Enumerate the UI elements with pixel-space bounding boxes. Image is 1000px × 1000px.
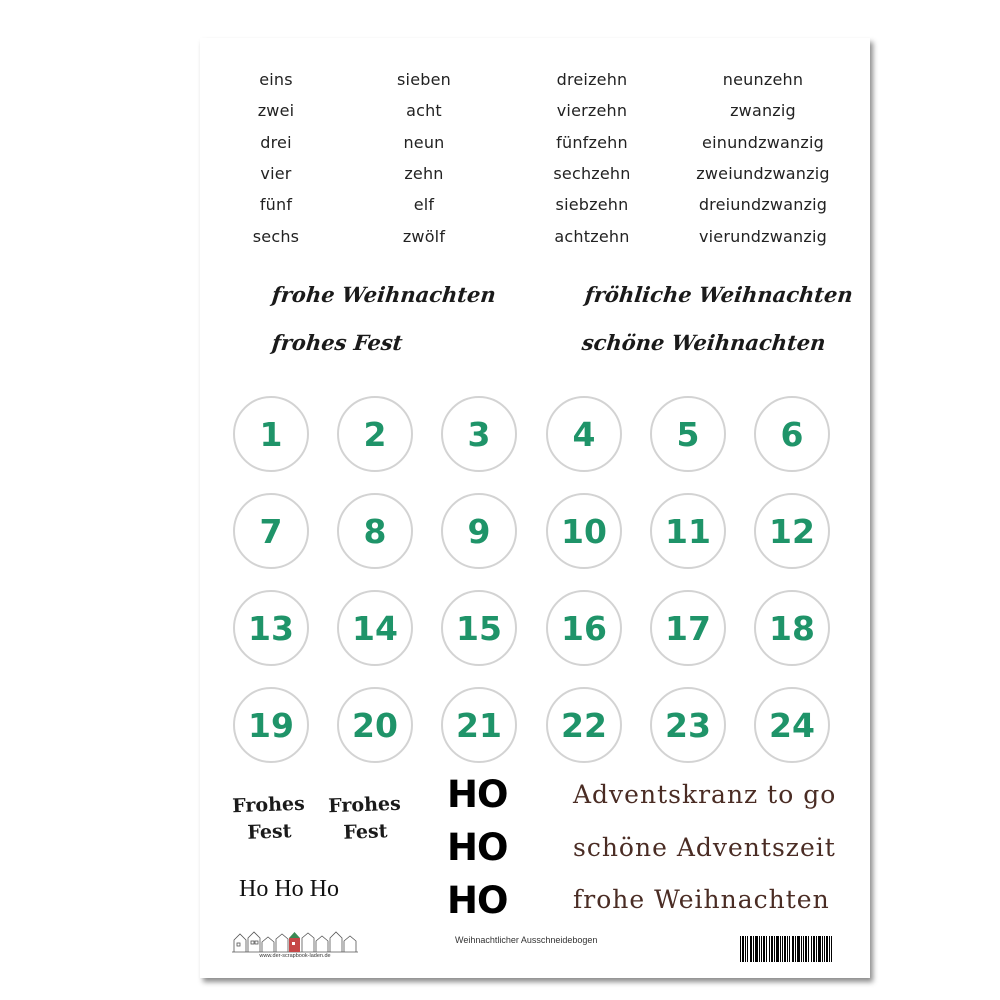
number-word: dreizehn	[556, 70, 628, 89]
number-word: zwei	[257, 101, 295, 120]
advent-number-circle: 1	[233, 396, 309, 472]
advent-number-circle: 6	[754, 396, 830, 472]
number-word: dreiundzwanzig	[698, 195, 828, 214]
number-word: zwanzig	[730, 101, 796, 120]
advent-number-circle: 8	[337, 493, 413, 569]
frohes-fest-line1: Frohes	[231, 792, 306, 818]
frohes-fest-badge	[324, 791, 406, 848]
advent-number-circle: 7	[233, 493, 309, 569]
frohes-fest-line2: Fest	[247, 820, 292, 844]
number-word: fünfzehn	[556, 133, 628, 152]
advent-number-circle: 10	[546, 493, 622, 569]
sheet-title: Weihnachtlicher Ausschneidebogen	[455, 935, 598, 945]
frohes-fest-line1: Frohes	[327, 792, 402, 818]
ho-word: HO	[447, 826, 508, 869]
phrase-adventszeit: schöne Adventszeit	[573, 833, 836, 862]
ho-word: HO	[447, 773, 508, 816]
advent-number-circle: 24	[754, 687, 830, 763]
advent-number-circle: 13	[233, 590, 309, 666]
phrase-frohe-weihnachten: frohe Weihnachten	[573, 885, 830, 914]
advent-number-circle: 16	[546, 590, 622, 666]
number-word: vier	[260, 164, 292, 183]
advent-number-circle: 4	[546, 396, 622, 472]
number-word: zweiundzwanzig	[696, 164, 830, 183]
advent-number-circle: 14	[337, 590, 413, 666]
number-word: sechs	[252, 227, 300, 246]
barcode-icon	[740, 936, 832, 962]
advent-number-circle: 23	[650, 687, 726, 763]
number-word: vierundzwanzig	[698, 227, 827, 246]
logo-url-text: www.der-scrapbook-laden.de	[259, 953, 331, 959]
greeting-froehliche-weihnachten: fröhliche Weihnachten	[583, 282, 855, 307]
number-word: fünf	[259, 195, 293, 214]
advent-number-circle: 18	[754, 590, 830, 666]
number-word: eins	[259, 70, 293, 89]
number-word: zehn	[404, 164, 444, 183]
number-word: neun	[403, 133, 445, 152]
advent-number-circle: 22	[546, 687, 622, 763]
number-word: neunzehn	[722, 70, 804, 89]
number-word: drei	[260, 133, 292, 152]
advent-number-circle: 9	[441, 493, 517, 569]
advent-number-circle: 12	[754, 493, 830, 569]
number-word: sieben	[397, 70, 451, 89]
advent-number-circle: 11	[650, 493, 726, 569]
advent-number-circle: 19	[233, 687, 309, 763]
frohes-fest-badge	[228, 791, 310, 848]
phrase-adventskranz: Adventskranz to go	[573, 780, 837, 809]
number-word: achtzehn	[554, 227, 630, 246]
frohes-fest-line2: Fest	[343, 820, 388, 844]
advent-number-circle: 5	[650, 396, 726, 472]
number-word: vierzehn	[556, 101, 628, 120]
number-word: acht	[406, 101, 442, 120]
greeting-frohe-weihnachten: frohe Weihnachten	[270, 282, 498, 307]
advent-number-circle: 3	[441, 396, 517, 472]
advent-number-circle: 20	[337, 687, 413, 763]
advent-number-circle: 2	[337, 396, 413, 472]
number-word: zwölf	[402, 227, 446, 246]
greeting-schoene-weihnachten: schöne Weihnachten	[580, 330, 827, 355]
advent-number-circle: 15	[441, 590, 517, 666]
number-word: siebzehn	[555, 195, 629, 214]
number-word: einundzwanzig	[702, 133, 824, 152]
number-word: elf	[413, 195, 435, 214]
ho-ho-ho-text: Ho Ho Ho	[239, 876, 339, 902]
advent-number-circle: 17	[650, 590, 726, 666]
number-word: sechzehn	[553, 164, 631, 183]
greeting-frohes-fest: frohes Fest	[270, 330, 404, 355]
advent-number-circle: 21	[441, 687, 517, 763]
ho-word: HO	[447, 879, 508, 922]
